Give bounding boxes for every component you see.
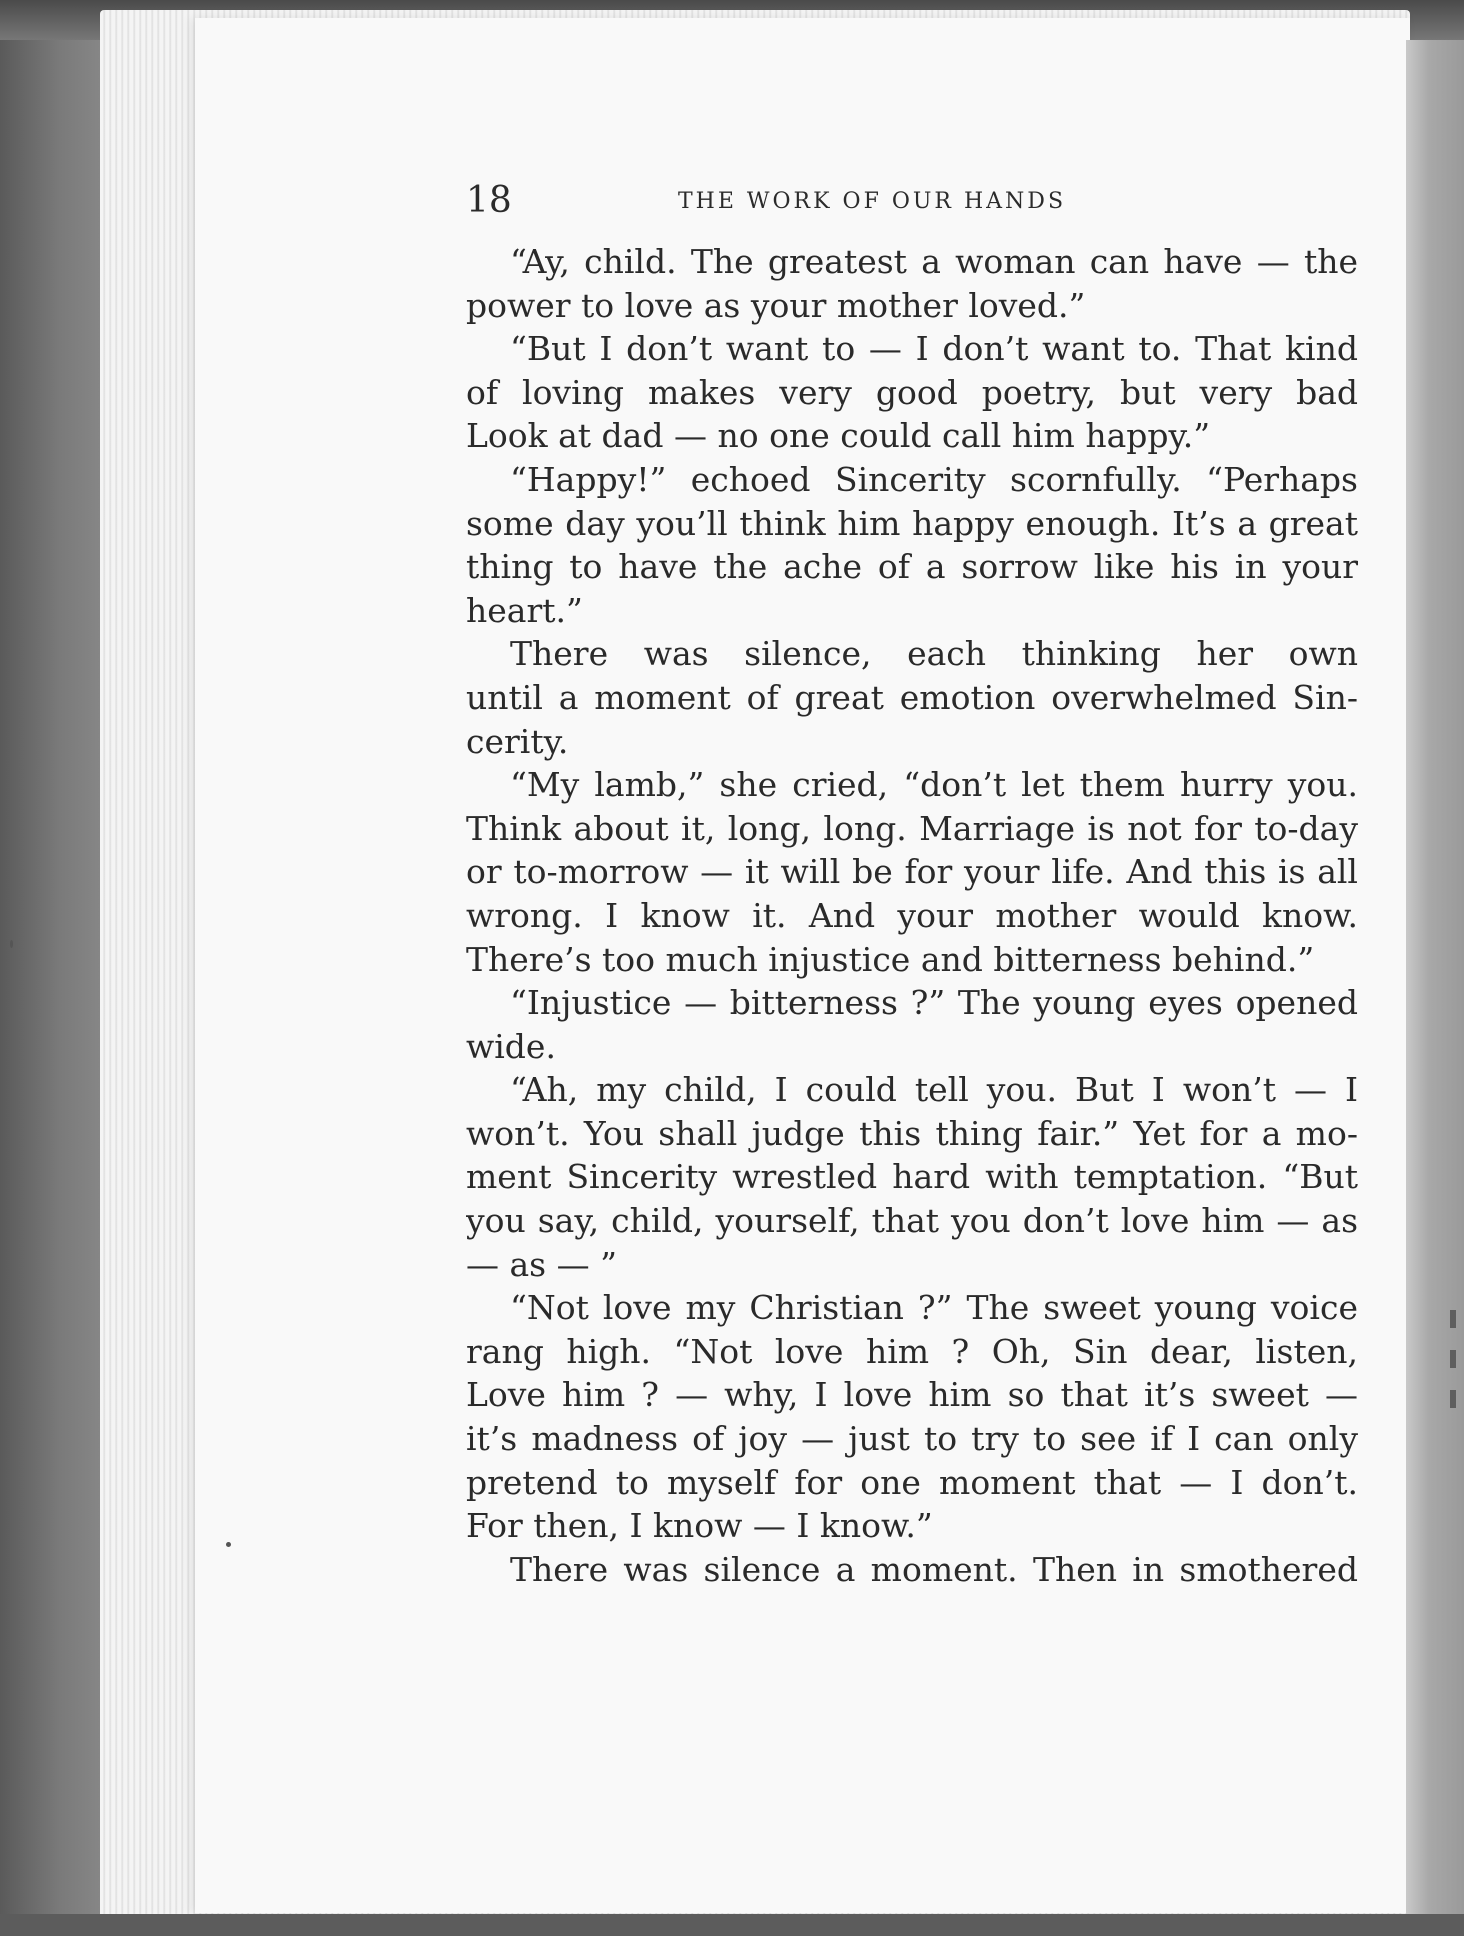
facing-page-bleed [1450, 1310, 1456, 1430]
text-line: There was silence a moment. Then in smothered [510, 1549, 1358, 1589]
text-line: “But I don’t want to — I don’t want to. That kind [510, 329, 1358, 369]
text-line: won’t. You shall judge this thing fair.” Yet for a mo- [466, 1113, 1358, 1153]
text-line: pretend to myself for one moment that — I don’t. [466, 1462, 1358, 1502]
page-number: 18 [466, 180, 512, 221]
text-line: it’s madness of joy — just to try to see if I can only [466, 1419, 1358, 1459]
text-line: “Injustice — bitterness ?” The young eyes opened [510, 983, 1358, 1023]
text-line: wrong. I know it. And your mother would know. [466, 895, 1358, 935]
text-line: For then, I know — I know.” [466, 1506, 933, 1546]
text-line: Look at dad — no one could call him happy.” [466, 416, 1211, 456]
text-line: There was silence, each thinking her own [510, 634, 1358, 674]
running-title: THE WORK OF OUR HANDS [678, 189, 1067, 214]
text-line: of loving makes very good poetry, but very bad [466, 372, 1358, 412]
text-line: or to-morrow — it will be for your life. And this is all [466, 852, 1358, 892]
body-text [466, 240, 1358, 1591]
text-line: until a moment of great emotion overwhelmed Sin- [466, 677, 1358, 717]
text-line: “My lamb,” she cried, “don’t let them hurry you. [510, 765, 1358, 805]
text-line: some day you’ll think him happy enough. It’s a great [466, 503, 1358, 543]
text-line: — as — ” [466, 1244, 617, 1284]
text-line: heart.” [466, 590, 583, 630]
gutter-shadow [1406, 40, 1464, 1920]
text-line: power to love as your mother loved.” [466, 285, 1086, 325]
text-line: Think about it, long, long. Marriage is not for to-day [466, 808, 1358, 848]
paper-speck [10, 940, 13, 948]
text-line: There’s too much injustice and bitterness behind.” [466, 939, 1315, 979]
book-cover-bottom-edge [0, 1914, 1464, 1936]
text-line: cerity. [466, 721, 569, 761]
text-line: you say, child, yourself, that you don’t love him — as [466, 1201, 1358, 1241]
text-line: “Not love my Christian ?” The sweet young voice [510, 1288, 1358, 1328]
paper-speck [226, 1542, 231, 1547]
page-header [466, 176, 1366, 226]
text-line: thing to have the ache of a sorrow like his in your [466, 547, 1358, 587]
text-line: “Ay, child. The greatest a woman can have — the [510, 242, 1358, 281]
text-line: wide. [466, 1026, 556, 1066]
text-line: ment Sincerity wrestled hard with temptation. “But [466, 1157, 1358, 1197]
text-line: “Ah, my child, I could tell you. But I won’t — I [510, 1070, 1358, 1110]
text-line: Love him ? — why, I love him so that it’s sweet — [466, 1375, 1358, 1415]
text-line: rang high. “Not love him ? Oh, Sin dear, listen, [466, 1331, 1358, 1371]
text-line: “Happy!” echoed Sincerity scornfully. “Perhaps [510, 459, 1358, 499]
